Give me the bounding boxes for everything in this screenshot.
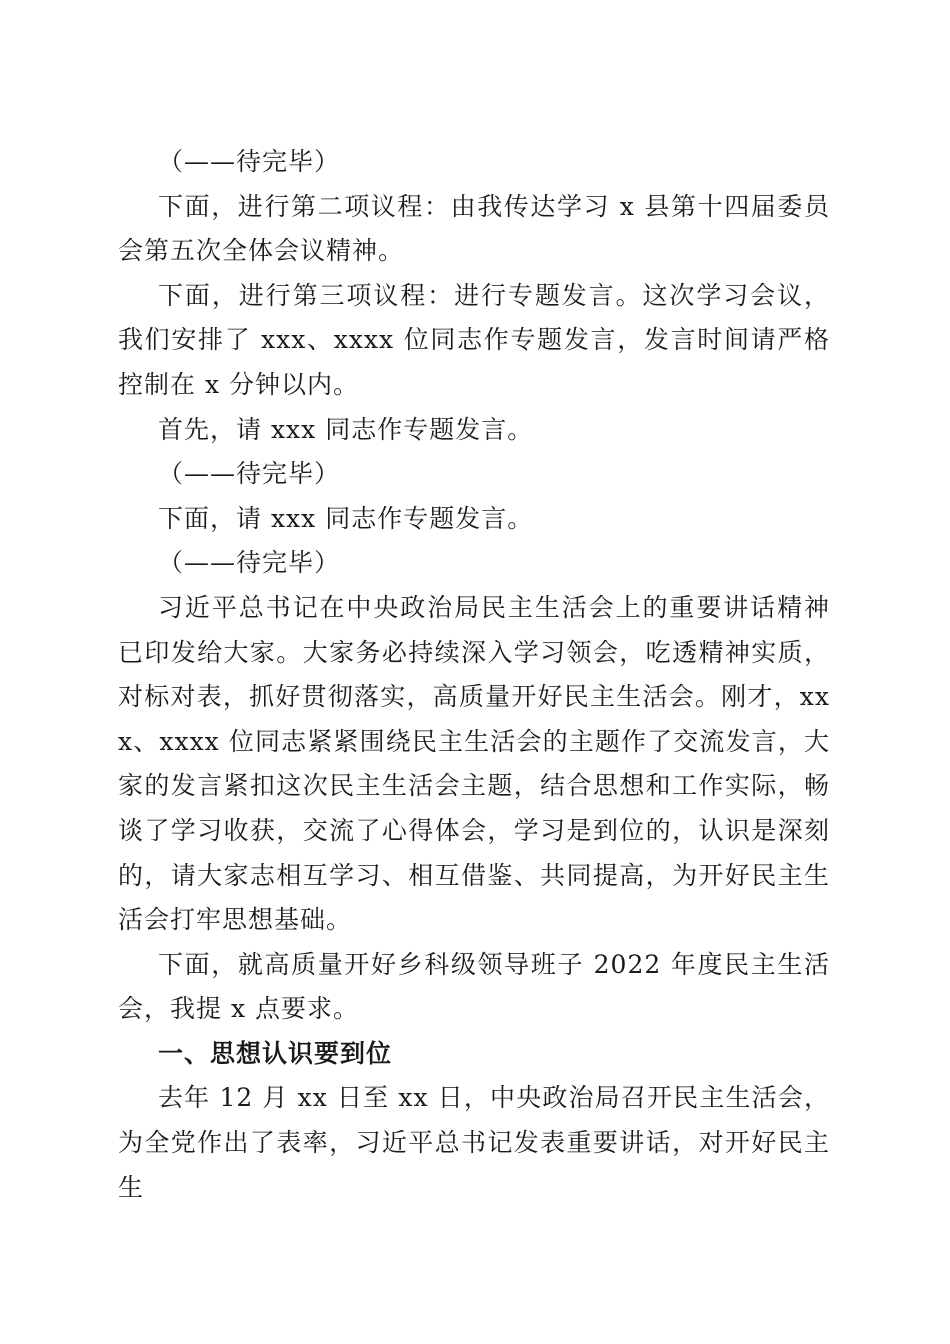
agenda-item-2-paragraph: 下面，进行第二项议程：由我传达学习 x 县第十四届委员会第五次全体会议精神。 — [118, 191, 830, 266]
section-1-paragraph: 去年 12 月 xx 日至 xx 日，中央政治局召开民主生活会，为全党作出了表率，习近平总书记发表重要讲话，对开好民主生 — [118, 1083, 830, 1202]
next-speaker-paragraph: 下面，请 xxx 同志作专题发言。 — [158, 503, 534, 533]
agenda-item-3-paragraph: 下面，进行第三项议程：进行专题发言。这次学习会议，我们安排了 xxx、xxxx 位同志作专题发言，发言时间请严格控制在 x 分钟以内。 — [118, 280, 830, 399]
summary-paragraph: 习近平总书记在中央政治局民主生活会上的重要讲话精神已印发给大家。大家务必持续深入学习领会，吃透精神实质，对标对表，抓好贯彻落实，高质量开好民主生活会。刚才，xxx、xxxx 位同志紧紧围绕民主生活会的主题作了交流发言，大家的发言紧扣这次民主生活会主题，结合思想和工作实际，畅谈了学习收获，交流了心得体会，学习是到位的，认识是深刻的，请大家志相互学习、相互借鉴、共同提高，为开好民主生活会打牢思想基础。 — [118, 592, 830, 935]
pending-note-3: （——待完毕） — [158, 548, 341, 578]
pending-note-2: （——待完毕） — [158, 459, 341, 489]
pending-note-1: （——待完毕） — [158, 147, 341, 176]
section-heading-1: 一、思想认识要到位 — [158, 1038, 393, 1068]
document-body — [118, 140, 830, 1210]
requirements-intro-paragraph: 下面，就高质量开好乡科级领导班子 2022 年度民主生活会，我提 x 点要求。 — [118, 949, 830, 1024]
first-speaker-paragraph: 首先，请 xxx 同志作专题发言。 — [158, 414, 534, 444]
